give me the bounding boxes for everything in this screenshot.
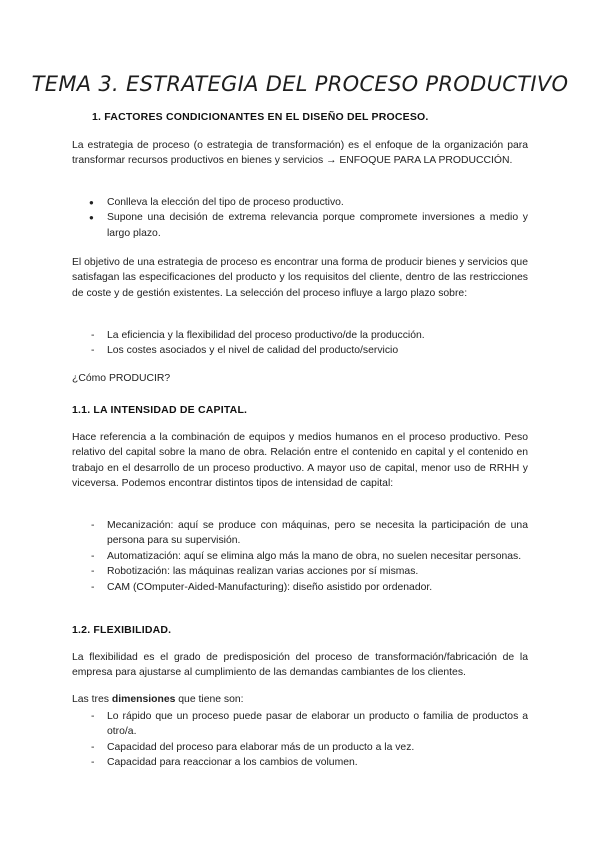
list-item: - Capacidad del proceso para elaborar más de un producto a la vez. [72,740,528,755]
section-1-2-text: La flexibilidad es el grado de predisposición del proceso de transformación/fabricación de la empresa para ajustarse al cumplimiento de las demandas cambiantes de los clientes. [72,652,528,679]
list-item: ● Conlleva la elección del tipo de proceso productivo. [72,195,528,210]
section-1-influence-list [72,328,528,359]
section-1-1-heading: 1.1. LA INTENSIDAD DE CAPITAL. [72,404,248,416]
list-item: - Automatización: aquí se elimina algo más la mano de obra, no suelen necesitar personas. [72,549,528,564]
capital-intensity-types-list [72,518,528,595]
section-1-bullet-list [72,195,528,241]
list-item: - Mecanización: aquí se produce con máquinas, pero se necesita la participación de una persona para su supervisión. [72,518,528,549]
list-item: - Lo rápido que un proceso puede pasar de elaborar un producto o familia de productos a otro/a. [72,709,528,740]
flexibility-dimensions-list [72,709,528,771]
section-1-objective: El objetivo de una estrategia de proceso es encontrar una forma de producir bienes y servicios que satisfagan las especificaciones del producto y los requisitos del cliente, dentro de las restricciones de coste y de gestión existentes. La selección del proceso influye a largo plazo sobre: [72,257,528,299]
dimensions-prefix: Las tres [72,694,112,705]
list-item: - Robotización: las máquinas realizan varias acciones por sí mismas. [72,564,528,579]
dimensions-suffix: que tiene son: [175,694,244,705]
section-1-heading: 1. FACTORES CONDICIONANTES EN EL DISEÑO DEL PROCESO. [92,111,429,123]
section-1-1-text: Hace referencia a la combinación de equipos y medios humanos en el proceso productivo. Peso relativo del capital sobre la mano de obra. Relación entre el contenido en capital y el contenido en trabajo en el desarrollo de un proceso productivo. A mayor uso de capital, menor uso de RRHH y viceversa. Podemos encontrar distintos tipos de intensidad de capital: [72,432,528,490]
dimensions-bold: dimensiones [111,694,176,705]
question-text: ¿Cómo PRODUCIR? [72,373,171,384]
dimensions-intro [72,694,244,705]
list-item: - La eficiencia y la flexibilidad del proceso productivo/de la producción. [72,328,528,343]
section-1-intro: La estrategia de proceso (o estrategia de transformación) es el enfoque de la organización para transformar recursos productivos en bienes y servicios → ENFOQUE PARA LA PRODUCCIÓN. [72,140,528,167]
list-item: ● Supone una decisión de extrema relevancia porque compromete inversiones a medio y largo plazo. [72,210,528,241]
list-item: - CAM (COmputer-Aided-Manufacturing): diseño asistido por ordenador. [72,580,528,595]
list-item: - Los costes asociados y el nivel de calidad del producto/servicio [72,343,528,358]
list-item: - Capacidad para reaccionar a los cambios de volumen. [72,755,528,770]
page-title: TEMA 3. ESTRATEGIA DEL PROCESO PRODUCTIVO [31,72,569,96]
section-1-2-heading: 1.2. FLEXIBILIDAD. [72,624,172,636]
